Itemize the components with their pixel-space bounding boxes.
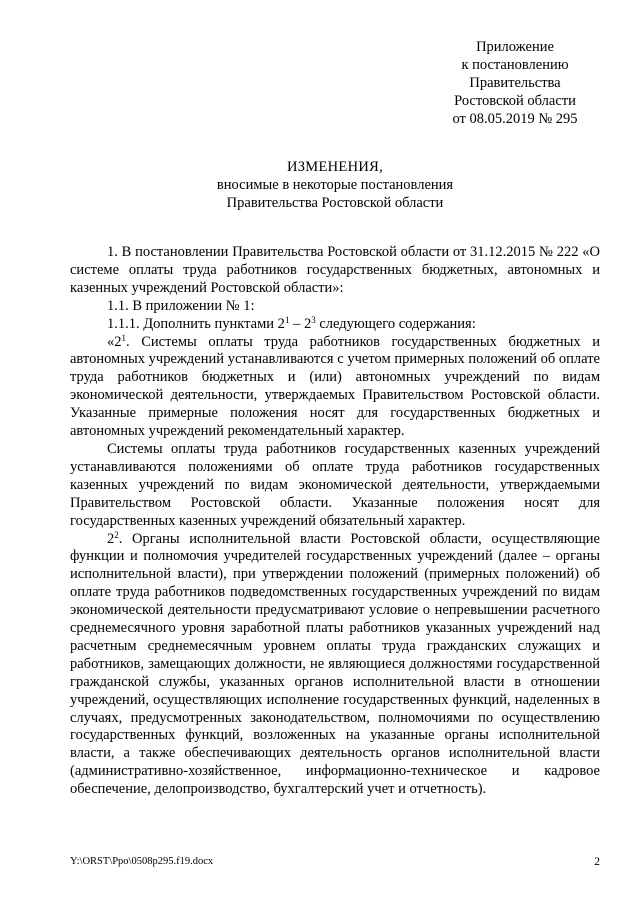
document-subtitle: вносимые в некоторые постановления <box>216 177 454 193</box>
paragraph-text: 1.1.1. Дополнить пунктами 2 <box>107 315 285 332</box>
paragraph-1-1-1 <box>70 316 600 334</box>
document-subtitle: Правительства Ростовской области <box>226 195 444 211</box>
paragraph-2-1-cont: Системы оплаты труда работников государственных казенных учреждений устанавливаются положениями об оплате труда работников государственных казенных учреждений по видам экономической деятельности, утверждаемыми Правительством Ростовской области. Указанные положения носят для государственных казенных учреждений обязательный характер. <box>70 440 600 529</box>
document-heading <box>70 158 600 212</box>
superscript: 3 <box>311 314 316 325</box>
document-title: ИЗМЕНЕНИЯ, <box>286 159 384 175</box>
paragraph-2-1 <box>70 334 600 441</box>
annex-stamp-line: от 08.05.2019 № 295 <box>452 111 578 127</box>
annex-stamp-line: Ростовской области <box>454 93 576 109</box>
paragraph-text: «2 <box>107 333 122 350</box>
document-body <box>70 244 600 799</box>
superscript: 2 <box>114 529 119 540</box>
annex-stamp-line: Правительства <box>469 75 561 91</box>
paragraph-1: 1. В постановлении Правительства Ростовской области от 31.12.2015 № 222 «О системе оплаты труда работников государственных бюджетных, автономных и казенных учреждений Ростовской области»: <box>70 244 600 296</box>
paragraph-text: . Органы исполнительной власти Ростовской области, осуществляющие функции и полномочия учредителей государственных учреждений (далее – органы исполнительной власти), при утверждении положений (примерных положений) об оплате труда работников подведомственных государственных учреждений по видам экономической деятельности предусматривают условие о непревышении расчетного среднемесячного уровня заработной платы работников указанных учреждений над расчетным среднемесячным уровнем оплаты труда гражданских служащих и работников, замещающих должности, не являющиеся должностями государственной гражданской службы, указанных органов исполнительной власти в отношении учреждений, осуществляющих исполнение государственных функций, наделенных в случаях, предусмотренных законодательством, полномочиями по осуществлению государственных функций, возложенных на указанные органы исполнительной власти, а также обеспечивающих деятельность органов исполнительной власти (административно-хозяйственное, информационно-техническое и кадровое обеспечение, делопроизводство, бухгалтерский учет и отчетность). <box>70 530 600 798</box>
footer-file-path: Y:\ORST\Ppo\0508p295.f19.docx <box>70 856 214 867</box>
paragraph-text: следующего содержания: <box>315 315 476 332</box>
paragraph-1-1: 1.1. В приложении № 1: <box>107 297 255 314</box>
page-number: 2 <box>594 856 600 868</box>
superscript: 1 <box>121 332 126 343</box>
annex-stamp-line: к постановлению <box>461 57 569 73</box>
paragraph-text: – 2 <box>289 315 312 332</box>
paragraph-text: . Системы оплаты труда работников государственных бюджетных и автономных учреждений устанавливаются с учетом примерных положений об оплате труда работников бюджетных и (или) автономных учреждений по видам экономической деятельности, утверждаемых Правительством Ростовской области. Указанные примерные положения носят для государственных бюджетных и автономных учреждений рекомендательный характер. <box>70 333 600 440</box>
annex-stamp-line: Приложение <box>476 39 554 55</box>
annex-stamp <box>420 38 610 128</box>
paragraph-text: 2 <box>107 530 115 547</box>
paragraph-2-2 <box>70 531 600 800</box>
superscript: 1 <box>284 314 290 325</box>
